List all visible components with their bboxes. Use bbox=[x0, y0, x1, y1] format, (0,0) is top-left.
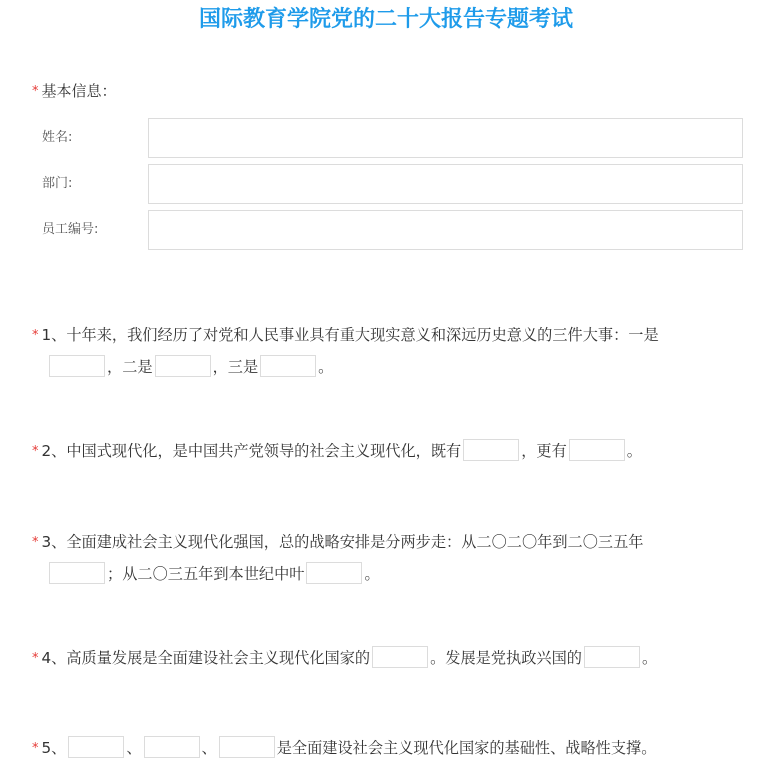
question-2-blank-2[interactable] bbox=[569, 439, 625, 461]
question-5-blank-1[interactable] bbox=[68, 736, 124, 758]
required-mark: * bbox=[32, 84, 39, 99]
question-1-blank-2[interactable] bbox=[155, 355, 211, 377]
required-mark: * bbox=[32, 444, 39, 459]
question-4-blank-2[interactable] bbox=[584, 646, 640, 668]
question-4-text-2: 。发展是党执政兴国的 bbox=[430, 649, 582, 667]
question-2-end: 。 bbox=[626, 442, 642, 460]
question-1 bbox=[32, 320, 744, 382]
department-input[interactable] bbox=[148, 164, 743, 204]
question-1-text: 1、十年来，我们经历了对党和人民事业具有重大现实意义和深远历史意义的三件大事：一是 bbox=[41, 326, 659, 344]
question-3-blank-1[interactable] bbox=[49, 562, 105, 584]
question-4-text: 4、高质量发展是全面建设社会主义现代化国家的 bbox=[41, 649, 371, 667]
question-1-blank-3[interactable] bbox=[260, 355, 316, 377]
required-mark: * bbox=[32, 741, 39, 756]
question-2-blank-1[interactable] bbox=[463, 439, 519, 461]
page-title: 国际教育学院党的二十大报告专题考试 bbox=[198, 7, 573, 32]
question-1-blank-1[interactable] bbox=[49, 355, 105, 377]
employee-id-input[interactable] bbox=[148, 210, 743, 250]
question-3 bbox=[32, 527, 744, 589]
question-3-text: 3、全面建成社会主义现代化强国，总的战略安排是分两步走：从二〇二〇年到二〇三五年 bbox=[41, 533, 644, 551]
department-field-label: 部门: bbox=[42, 176, 73, 191]
question-5-sep-2: 、 bbox=[201, 739, 217, 757]
question-1-text-2: ，二是 bbox=[107, 358, 153, 376]
question-3-end: 。 bbox=[364, 565, 380, 583]
question-1-end: 。 bbox=[318, 358, 334, 376]
name-field-row bbox=[42, 118, 743, 158]
required-mark: * bbox=[32, 651, 39, 666]
department-field-row bbox=[42, 164, 743, 204]
question-3-text-2: ；从二〇三五年到本世纪中叶 bbox=[107, 565, 305, 583]
question-5-blank-2[interactable] bbox=[144, 736, 200, 758]
name-input[interactable] bbox=[148, 118, 743, 158]
question-5-end: 是全面建设社会主义现代化国家的基础性、战略性支撑。 bbox=[276, 739, 657, 757]
question-4 bbox=[32, 643, 744, 675]
employee-id-field-label: 员工编号: bbox=[42, 222, 99, 237]
question-3-blank-2[interactable] bbox=[306, 562, 362, 584]
question-5-text: 5、 bbox=[41, 739, 67, 757]
question-5 bbox=[32, 733, 744, 765]
name-field-label: 姓名: bbox=[42, 130, 73, 145]
question-2-text: 2、中国式现代化，是中国共产党领导的社会主义现代化，既有 bbox=[41, 442, 462, 460]
employee-id-field-row bbox=[42, 210, 743, 250]
basic-info-label bbox=[32, 80, 117, 104]
question-2-text-2: ，更有 bbox=[521, 442, 567, 460]
required-mark: * bbox=[32, 535, 39, 550]
question-4-end: 。 bbox=[641, 649, 658, 667]
question-5-sep-1: 、 bbox=[126, 739, 142, 757]
question-2 bbox=[32, 436, 744, 468]
question-1-text-3: ，三是 bbox=[212, 358, 259, 376]
question-5-blank-3[interactable] bbox=[219, 736, 275, 758]
basic-info-text: 基本信息： bbox=[41, 82, 117, 100]
required-mark: * bbox=[32, 328, 39, 343]
question-4-blank-1[interactable] bbox=[372, 646, 428, 668]
